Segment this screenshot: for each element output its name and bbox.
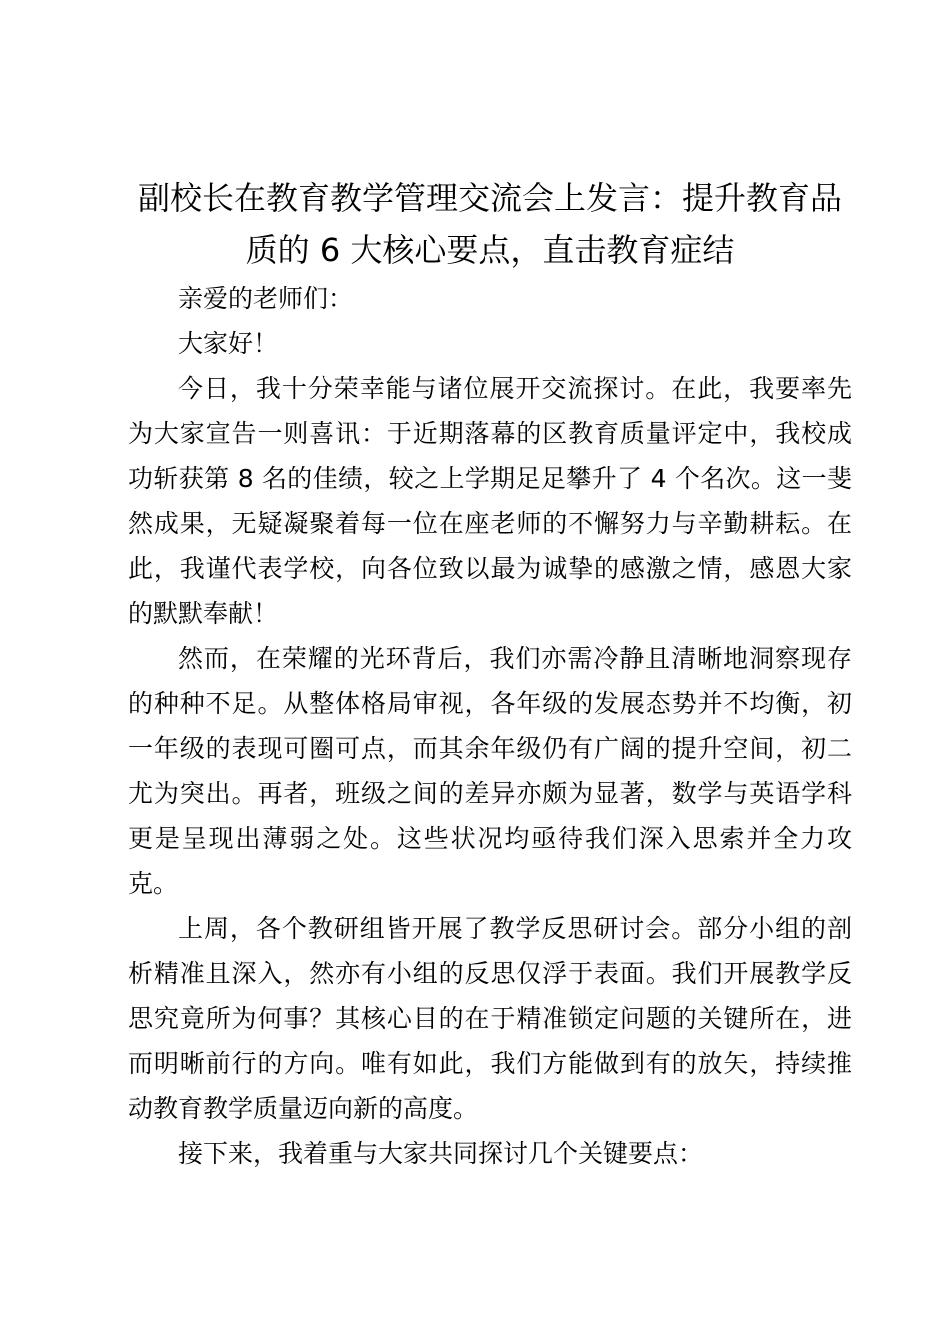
- paragraph-shortcomings: 然而，在荣耀的光环背后，我们亦需冷静且清晰地洞察现存的种种不足。从整体格局审视，各年级的发展态势并不均衡，初一年级的表现可圈可点，而其余年级仍有广阔的提升空间，初二尤为突出。再者，班级之间的差异亦颇为显著，数学与英语学科更是呈现出薄弱之处。这些状况均亟待我们深入思索并全力攻克。: [128, 644, 852, 898]
- paragraph-achievement: 今日，我十分荣幸能与诸位展开交流探讨。在此，我要率先为大家宣告一则喜讯：于近期落幕的区教育质量评定中，我校成功斩获第 8 名的佳绩，较之上学期足足攀升了 4 个名次。这一斐然成果，无疑凝聚着每一位在座老师的不懈努力与辛勤耕耘。在此，我谨代表学校，向各位致以最为诚挚的感激之情，感恩大家的默默奉献！: [128, 374, 852, 628]
- greeting: 大家好！: [178, 329, 279, 358]
- document-body: [128, 276, 852, 1176]
- salutation: 亲爱的老师们：: [178, 284, 354, 313]
- paragraph-reflection: 上周，各个教研组皆开展了教学反思研讨会。部分小组的剖析精准且深入，然亦有小组的反思仅浮于表面。我们开展教学反思究竟所为何事？其核心目的在于精准锁定问题的关键所在，进而明晰前行的方向。唯有如此，我们方能做到有的放矢，持续推动教育教学质量迈向新的高度。: [128, 914, 852, 1123]
- paragraph-transition: 接下来，我着重与大家共同探讨几个关键要点：: [178, 1139, 704, 1168]
- document-title: 副校长在教育教学管理交流会上发言：提升教育品质的 6 大核心要点，直击教育症结: [137, 179, 842, 269]
- document-page: [128, 172, 852, 1176]
